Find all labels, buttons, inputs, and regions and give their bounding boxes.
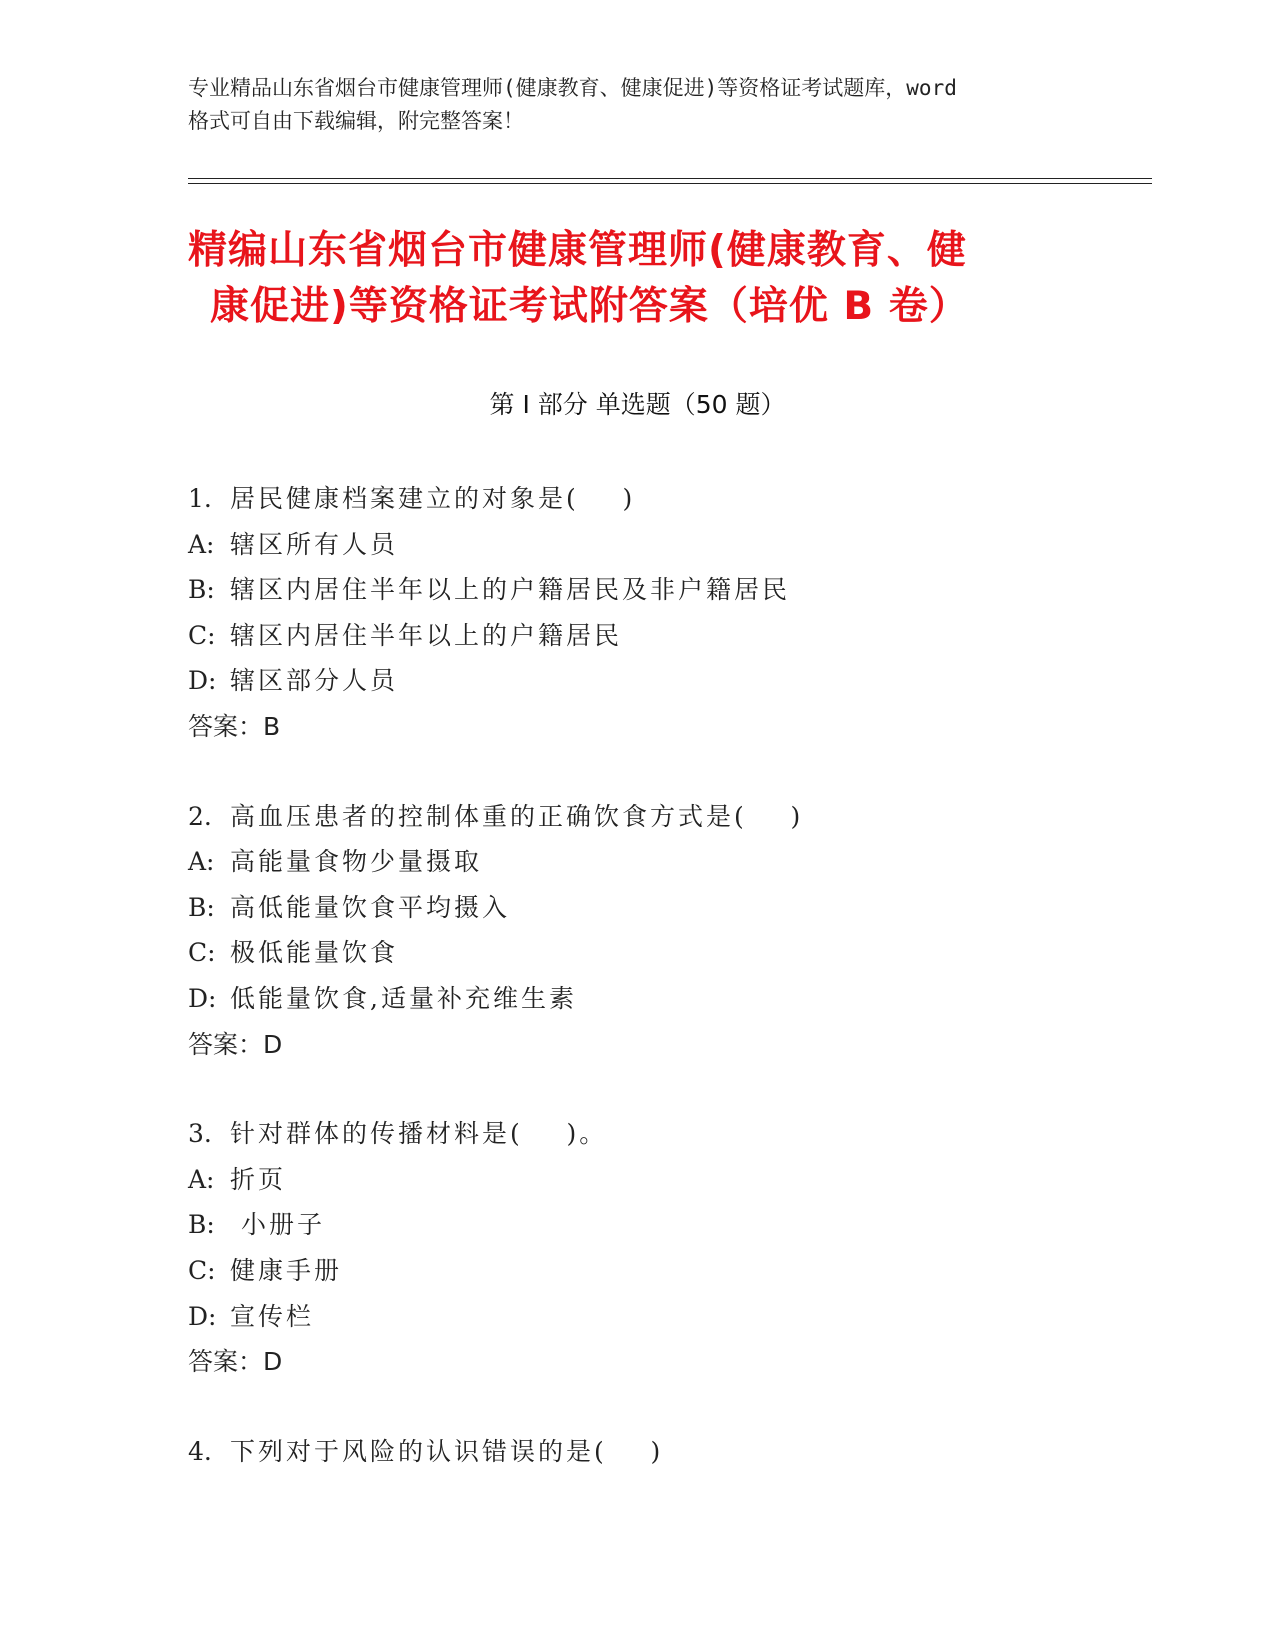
option-key: B:: [188, 1210, 215, 1240]
option-key: A:: [188, 847, 215, 877]
option-b: [188, 1202, 1148, 1248]
option-key: A:: [188, 1164, 215, 1194]
option-text: 健康手册: [230, 1255, 343, 1285]
option-text: 辖区所有人员: [230, 529, 399, 559]
option-key: C:: [188, 620, 216, 650]
question-list: [188, 476, 1148, 1474]
question-number: 3.: [188, 1119, 212, 1149]
option-a: [188, 522, 1148, 568]
option-text: 高能量食物少量摄取: [230, 847, 483, 877]
option-text: 辖区内居住半年以上的户籍居民及非户籍居民: [230, 575, 791, 605]
question-4: [188, 1429, 1148, 1475]
option-a: [188, 1157, 1148, 1203]
question-2: [188, 794, 1148, 1068]
option-text: 宣传栏: [230, 1301, 315, 1331]
question-text: 居民健康档案建立的对象是( ): [230, 484, 636, 513]
question-stem: [188, 794, 1148, 840]
option-a: [188, 839, 1148, 885]
option-key: D:: [188, 1301, 217, 1331]
question-text: 针对群体的传播材料是( )。: [230, 1119, 608, 1149]
option-key: B:: [188, 892, 215, 922]
option-key: C:: [188, 938, 216, 968]
option-key: D:: [188, 983, 217, 1013]
document-title-line-1: 精编山东省烟台市健康管理师(健康教育、健: [188, 228, 967, 273]
document-title: [188, 223, 1088, 335]
question-number: 4.: [188, 1436, 212, 1466]
option-text: 辖区内居住半年以上的户籍居民: [230, 620, 623, 650]
option-c: [188, 1248, 1148, 1294]
option-c: [188, 930, 1148, 976]
option-text: 高低能量饮食平均摄入: [230, 892, 511, 922]
answer-line: 答案：D: [188, 1029, 283, 1059]
answer-line: 答案：B: [188, 711, 281, 741]
question-stem: [188, 1429, 1148, 1475]
question-3: [188, 1111, 1148, 1385]
option-d: [188, 658, 1148, 704]
document-title-line-2: 康促进)等资格证考试附答案（培优 B 卷）: [210, 284, 969, 329]
header-note: [188, 72, 1088, 138]
option-text: 低能量饮食,适量补充维生素: [230, 983, 577, 1013]
option-text: 小册子: [230, 1210, 325, 1240]
header-divider-top: [188, 178, 1152, 179]
question-number: 1.: [188, 484, 212, 513]
option-key: D:: [188, 666, 217, 696]
option-b: [188, 567, 1148, 613]
option-b: [188, 885, 1148, 931]
option-c: [188, 613, 1148, 659]
option-d: [188, 1294, 1148, 1340]
question-number: 2.: [188, 801, 212, 831]
header-divider-bottom: [188, 183, 1152, 184]
option-text: 辖区部分人员: [230, 666, 399, 696]
question-stem: [188, 476, 1148, 522]
option-text: 折页: [230, 1164, 287, 1194]
option-key: B:: [188, 575, 215, 605]
section-heading: 第 I 部分 单选题（50 题）: [489, 390, 786, 419]
option-key: A:: [188, 529, 215, 559]
option-d: [188, 976, 1148, 1022]
answer-line: 答案：D: [188, 1347, 283, 1377]
question-text: 高血压患者的控制体重的正确饮食方式是( ): [230, 801, 804, 831]
header-note-line-2: 格式可自由下载编辑，附完整答案！: [188, 109, 524, 133]
question-stem: [188, 1111, 1148, 1157]
option-text: 极低能量饮食: [230, 938, 399, 968]
question-1: [188, 476, 1148, 750]
header-note-line-1: 专业精品山东省烟台市健康管理师(健康教育、健康促进)等资格证考试题库，word: [188, 76, 957, 100]
question-text: 下列对于风险的认识错误的是( ): [230, 1436, 664, 1466]
option-key: C:: [188, 1255, 216, 1285]
